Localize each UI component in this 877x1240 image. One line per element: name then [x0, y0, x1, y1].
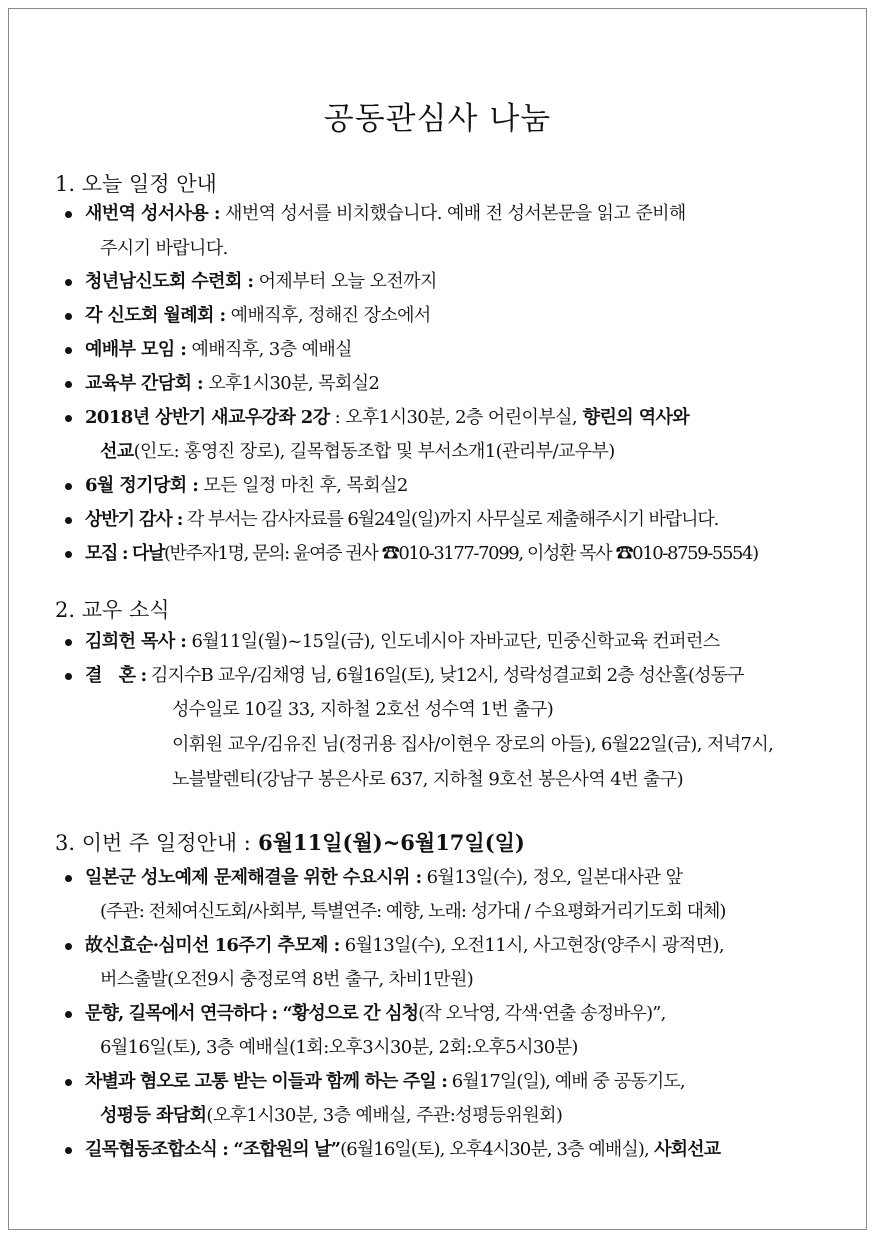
item-keyword: 사회선교 [648, 1139, 721, 1160]
item-text: 예배직후, 정해진 장소에서 [225, 305, 431, 326]
item-text: 김지수B 교우/김채영 님, 6월16일(토), 낮12시, 성락성결교회 2층 성산홀(성동구 [146, 665, 744, 686]
bullet [65, 517, 72, 524]
item-session-meeting [85, 477, 408, 495]
bullet [65, 551, 72, 558]
item-text: , 이성환 목사 [518, 543, 612, 564]
bullet [65, 483, 72, 490]
item-keyword: 6월 정기당회 : [85, 475, 199, 496]
item-keyword: 교육부 간담회 : [85, 373, 204, 394]
item-worship-dept [85, 341, 352, 359]
section-3-heading-label: 3. 이번 주 일정안내 : [55, 831, 251, 855]
page-title: 공동관심사 나눔 [323, 101, 552, 137]
item-monthly-meeting [85, 307, 431, 325]
item-keyword: 상반기 감사 : [85, 509, 183, 530]
item-continuation: 6월16일(토), 3층 예배실(1회:오후3시30분, 2회:오후5시30분) [100, 1037, 578, 1058]
bullet [65, 1079, 72, 1086]
item-pastor-kim [85, 633, 720, 651]
item-text: (오후1시30분, 3층 예배실, 주관:성평등위원회) [206, 1105, 563, 1126]
section-3-heading [55, 827, 525, 857]
item-recruitment [85, 545, 758, 563]
bullet [65, 875, 72, 882]
item-keyword: 새번역 성서사용 : [85, 203, 220, 224]
phone-icon: ☎ [615, 543, 633, 564]
item-keyword: 성평등 좌담회 [100, 1105, 207, 1126]
item-new-translation-bible [85, 205, 686, 223]
item-youth-retreat [85, 273, 437, 291]
item-continuation [100, 1107, 562, 1125]
item-keyword: 모집 : 다날 [85, 543, 164, 564]
item-text: 6월13일(수), 정오, 일본대사관 앞 [421, 867, 683, 888]
bullet [65, 673, 72, 680]
item-text: : 오후1시30분, 2층 어린이부실, [329, 407, 577, 428]
item-text: 6월17일(일), 예배 중 공동기도, [446, 1071, 685, 1092]
item-keyword: 2018년 상반기 새교우강좌 2강 [85, 407, 330, 428]
item-text: (반주자1명, 문의: 윤여증 권사 [163, 543, 378, 564]
bullet [65, 381, 72, 388]
item-memorial [85, 937, 724, 955]
bullet [65, 1147, 72, 1154]
bullet [65, 279, 72, 286]
bullet [65, 639, 72, 646]
document-page [8, 8, 867, 1230]
bullet [65, 211, 72, 218]
item-cooperative-news [85, 1141, 720, 1159]
item-discrimination-sunday [85, 1073, 685, 1091]
item-keyword: 일본군 성노예제 문제해결을 위한 수요시위 : [85, 867, 422, 888]
item-continuation: 노블발렌티(강남구 봉은사로 637, 지하철 9호선 봉은사역 4번 출구) [172, 769, 683, 790]
item-continuation: 이휘원 교우/김유진 님(정귀용 집사/이현우 장로의 아들), 6월22일(금), 저녁7시, [172, 734, 774, 755]
phone-icon: ☎ [381, 543, 399, 564]
item-keyword: 故신효순·심미선 16주기 추모제 : [85, 935, 340, 956]
item-continuation: (주관: 전체여신도회/사회부, 특별연주: 예향, 노래: 성가대 / 수요평화거리기도회 대체) [100, 901, 726, 922]
item-text: 어제부터 오늘 오전까지 [253, 271, 437, 292]
item-continuation [100, 443, 615, 461]
item-text: 각 부서는 감사자료를 6월24일(일)까지 사무실로 제출해주시기 바랍니다. [182, 509, 719, 530]
item-text: ) [752, 543, 758, 564]
item-text: 오후1시30분, 목회실2 [203, 373, 380, 394]
item-keyword: 청년남신도회 수련회 : [85, 271, 254, 292]
item-text: (작 오낙영, 각색·연출 송정바우)”, [418, 1003, 666, 1024]
item-text: 6월13일(수), 오전11시, 사고현장(양주시 광적면), [339, 935, 725, 956]
phone-number: 010-8759-5554 [632, 543, 753, 564]
item-text: 새번역 성서를 비치했습니다. 예배 전 성서본문을 읽고 준비해 [219, 203, 686, 224]
phone-number: 010-3177-7099 [398, 543, 519, 564]
item-keyword: 선교 [100, 441, 134, 462]
item-continuation: 주시기 바랍니다. [100, 238, 228, 259]
item-keyword: 길목협동조합소식 : “조합원의 날” [85, 1139, 341, 1160]
item-keyword: 결 혼 : [85, 665, 147, 686]
bullet [65, 1011, 72, 1018]
bullet [65, 347, 72, 354]
item-continuation: 버스출발(오전9시 충정로역 8번 출구, 차비1만원) [100, 969, 474, 990]
item-continuation: 성수일로 10길 33, 지하철 2호선 성수역 1번 출구) [172, 699, 554, 720]
item-keyword: 김희헌 목사 : [85, 631, 187, 652]
bullet [65, 415, 72, 422]
item-text: 모든 일정 마친 후, 목회실2 [198, 475, 408, 496]
item-text: (6월16일(토), 오후4시30분, 3층 예배실), [340, 1139, 649, 1160]
section-3-heading-dates: 6월11일(월)~6월17일(일) [250, 830, 525, 855]
bullet [65, 313, 72, 320]
section-1-heading: 1. 오늘 일정 안내 [55, 172, 217, 196]
item-newcomer-course [85, 409, 689, 427]
item-play [85, 1005, 665, 1023]
item-keyword: 차별과 혐오로 고통 받는 이들과 함께 하는 주일 : [85, 1071, 447, 1092]
item-wednesday-rally [85, 869, 682, 887]
item-keyword: 문향, 길목에서 연극하다 : “황성으로 간 심청 [85, 1003, 419, 1024]
item-text: (인도: 홍영진 장로), 길목협동조합 및 부서소개1(관리부/교우부) [133, 441, 615, 462]
item-keyword: 각 신도회 월례회 : [85, 305, 226, 326]
item-keyword: 예배부 모임 : [85, 339, 187, 360]
item-text: 예배직후, 3층 예배실 [186, 339, 352, 360]
bullet [65, 943, 72, 950]
item-education-dept [85, 375, 379, 393]
item-wedding [85, 667, 744, 685]
item-text: 6월11일(월)~15일(금), 인도네시아 자바교단, 민중신학교육 컨퍼런스 [186, 631, 720, 652]
section-2-heading: 2. 교우 소식 [55, 598, 170, 622]
item-audit [85, 511, 718, 529]
item-keyword: 향린의 역사와 [577, 407, 690, 428]
